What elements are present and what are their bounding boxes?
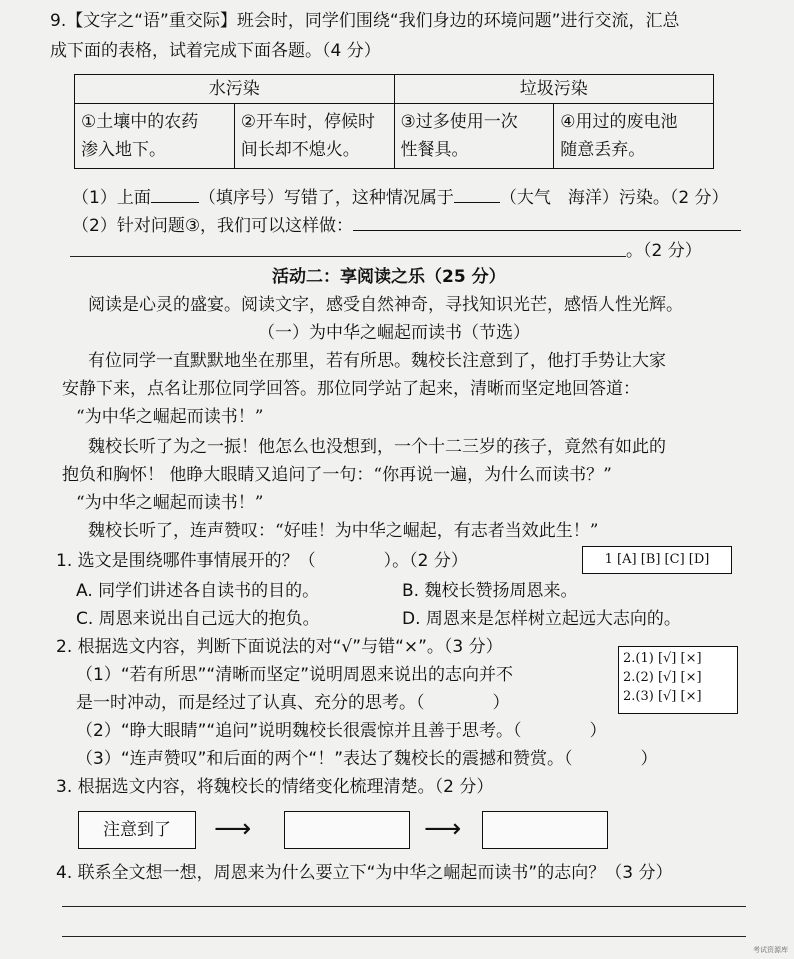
passage-p5: 魏校长听了，连声赞叹：“好哇！为中华之崛起，有志者当效此生！” bbox=[88, 521, 599, 541]
q1-stem: 1. 选文是围绕哪件事情展开的？（ ）。（2 分） bbox=[56, 551, 468, 571]
flow-start-box: 注意到了 bbox=[78, 811, 196, 849]
q9-sub1-blank2[interactable] bbox=[454, 184, 500, 203]
q9-sub1-blank1[interactable] bbox=[151, 184, 199, 203]
header-garbage: 垃圾污染 bbox=[394, 75, 714, 104]
q9-sub2-answer-line[interactable] bbox=[70, 256, 626, 257]
activity-title: 活动二：享阅读之乐（25 分） bbox=[272, 267, 506, 287]
passage-p2: “为中华之崛起而读书！” bbox=[76, 407, 264, 427]
q3-stem: 3. 根据选文内容，将魏校长的情绪变化梳理清楚。（2 分） bbox=[56, 777, 494, 797]
header-water: 水污染 bbox=[75, 75, 395, 104]
passage-p1b: 安静下来，点名让那位同学回答。那位同学站了起来，清晰而坚定地回答道： bbox=[62, 379, 640, 399]
passage-p3a: 魏校长听了为之一振！他怎么也没想到，一个十二三岁的孩子，竟然有如此的 bbox=[88, 437, 666, 457]
q1-option-c[interactable]: C. 周恩来说出自己远大的抱负。 bbox=[76, 609, 320, 629]
passage-title: （一）为中华之崛起而读书（节选） bbox=[258, 323, 530, 343]
q2-s1a: （1）“若有所思”“清晰而坚定”说明周恩来说出的志向并不 bbox=[76, 665, 514, 685]
q9-sub2: （2）针对问题③，我们可以这样做： bbox=[72, 212, 741, 237]
q2-s2[interactable]: （2）“睁大眼睛”“追问”说明魏校长很震惊并且善于思考。（ ） bbox=[76, 721, 607, 741]
q2-s3[interactable]: （3）“连声赞叹”和后面的两个“！”表达了魏校长的震撼和赞赏。（ ） bbox=[76, 749, 658, 769]
q1-option-a[interactable]: A. 同学们讲述各自读书的目的。 bbox=[76, 581, 320, 601]
q2-answer-box[interactable] bbox=[618, 646, 738, 714]
q1-option-b[interactable]: B. 魏校长赞扬周恩来。 bbox=[402, 581, 578, 601]
q1-option-d[interactable]: D. 周恩来是怎样树立起远大志向的。 bbox=[402, 609, 681, 629]
q1-answer-box[interactable]: 1 [A] [B] [C] [D] bbox=[582, 546, 732, 574]
cell-4: ④用过的废电池 随意丢弃。 bbox=[554, 104, 714, 169]
passage-p3b: 抱负和胸怀！ 他睁大眼睛又追问了一句：“你再说一遍，为什么而读书？” bbox=[62, 465, 612, 485]
cell-1: ①土壤中的农药 渗入地下。 bbox=[75, 104, 235, 169]
watermark-logo: 考试资源库 bbox=[753, 946, 788, 954]
q4-answer-line-2[interactable] bbox=[62, 936, 746, 937]
q9-sub1: （1）上面 （填序号）写错了，这种情况属于 （大气 海洋）污染。（2 分） bbox=[72, 184, 729, 209]
passage-p1a: 有位同学一直默默地坐在那里，若有所思。魏校长注意到了，他打手势让大家 bbox=[88, 351, 666, 371]
q2-box-row2[interactable]: 2.(2) [√] [×] bbox=[623, 670, 702, 685]
q4-answer-line-1[interactable] bbox=[62, 906, 746, 907]
passage-p4: “为中华之崛起而读书！” bbox=[76, 493, 264, 513]
cell-3: ③过多使用一次 性餐具。 bbox=[394, 104, 554, 169]
q2-box-row3[interactable]: 2.(3) [√] [×] bbox=[623, 689, 702, 704]
q2-stem: 2. 根据选文内容，判断下面说法的对“√”与错“×”。（3 分） bbox=[56, 637, 503, 657]
q9-line1: 9.【文字之“语”重交际】班会时，同学们围绕“我们身边的环境问题”进行交流，汇总 bbox=[50, 11, 680, 31]
flow-arrow-1: ⟶ bbox=[214, 814, 252, 844]
q2-box-row1[interactable]: 2.(1) [√] [×] bbox=[623, 651, 702, 666]
q9-line2: 成下面的表格，试着完成下面各题。（4 分） bbox=[50, 41, 381, 61]
q9-sub2-blank[interactable] bbox=[353, 212, 741, 231]
activity-intro: 阅读是心灵的盛宴。阅读文字，感受自然神奇，寻找知识光芒，感悟人性光辉。 bbox=[88, 295, 683, 315]
flow-blank-box-2[interactable] bbox=[482, 811, 608, 849]
q2-s1b[interactable]: 是一时冲动，而是经过了认真、充分的思考。（ ） bbox=[76, 693, 510, 713]
flow-blank-box-1[interactable] bbox=[284, 811, 410, 849]
q9-sub2-end: 。（2 分） bbox=[626, 241, 702, 261]
q4-stem: 4. 联系全文想一想，周恩来为什么要立下“为中华之崛起而读书”的志向？（3 分） bbox=[56, 863, 673, 883]
pollution-table bbox=[74, 74, 714, 169]
flow-arrow-2: ⟶ bbox=[424, 814, 462, 844]
cell-2: ②开车时，停候时 间长却不熄火。 bbox=[234, 104, 394, 169]
